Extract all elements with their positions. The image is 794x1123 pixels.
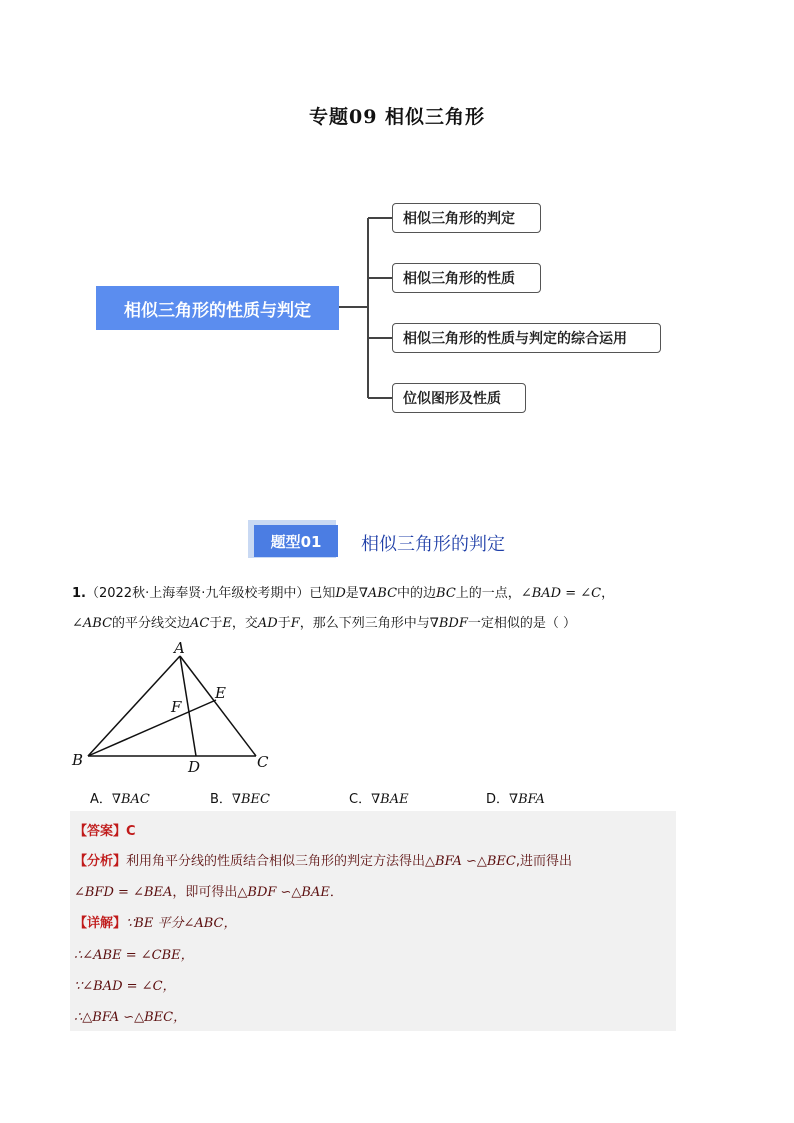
q-text: 一定相似的是（ ） bbox=[467, 616, 577, 631]
option-letter: A． bbox=[90, 792, 112, 807]
triangle-figure bbox=[60, 636, 290, 786]
label-b: B bbox=[72, 751, 84, 769]
q-math: ∠ABC bbox=[72, 616, 113, 631]
label-a: A bbox=[174, 639, 185, 657]
option-a[interactable] bbox=[90, 788, 150, 807]
detail-step: ∵BE 平分∠ABC， bbox=[126, 916, 237, 931]
q-text: ，交 bbox=[231, 616, 258, 631]
q-math: ∠BAD = ∠C bbox=[520, 586, 602, 601]
page-title: 专题09 相似三角形 bbox=[308, 106, 486, 128]
q-math: F bbox=[290, 616, 300, 631]
answer-line bbox=[74, 820, 136, 839]
q-math: E bbox=[222, 616, 232, 631]
mindmap-branch-combined: 相似三角形的性质与判定的综合运用 bbox=[392, 323, 661, 353]
label-f: F bbox=[171, 698, 182, 716]
option-text: ∇BAE bbox=[371, 792, 409, 807]
q-math: ∇ABC bbox=[358, 586, 398, 601]
mindmap-root: 相似三角形的性质与判定 bbox=[96, 286, 339, 330]
option-text: ∇BEC bbox=[231, 792, 270, 807]
analysis-math: ∠BFD = ∠BEA bbox=[74, 885, 173, 900]
q-text: ，那么下列三角形中与 bbox=[299, 616, 430, 631]
q-text: 已知 bbox=[309, 586, 336, 601]
label-c: C bbox=[257, 753, 269, 771]
option-text: ∇BAC bbox=[111, 792, 150, 807]
q-text: 是 bbox=[345, 586, 359, 601]
mindmap-branch-homothety: 位似图形及性质 bbox=[392, 383, 526, 413]
option-d[interactable] bbox=[486, 788, 545, 807]
detail-line-1 bbox=[74, 912, 236, 931]
q-text: ， bbox=[601, 586, 615, 601]
segment-be bbox=[88, 700, 216, 756]
option-letter: C． bbox=[349, 792, 372, 807]
option-b[interactable] bbox=[210, 788, 270, 807]
q-text: 的平分线交边 bbox=[112, 616, 191, 631]
analysis-math: △BFA ∽△BEC bbox=[425, 854, 516, 869]
detail-line-3: ∵∠BAD = ∠C， bbox=[74, 979, 176, 994]
analysis-tag: 【分析】 bbox=[74, 854, 127, 869]
question-line-1 bbox=[72, 582, 614, 601]
option-letter: D． bbox=[486, 792, 510, 807]
q-math: AC bbox=[190, 616, 210, 631]
detail-line-4: ∴△BFA ∽△BEC， bbox=[74, 1010, 187, 1025]
detail-tag: 【详解】 bbox=[74, 916, 127, 931]
option-text: ∇BFA bbox=[509, 792, 545, 807]
question-number: 1. bbox=[72, 586, 86, 601]
answer-value: C bbox=[126, 824, 136, 839]
analysis-line-2 bbox=[74, 881, 343, 900]
answer-tag: 【答案】 bbox=[74, 824, 127, 839]
analysis-text: 利用角平分线的性质结合相似三角形的判定方法得出 bbox=[126, 854, 426, 869]
q-math: ∇BDF bbox=[429, 616, 468, 631]
q-text: 于 bbox=[277, 616, 291, 631]
analysis-text: ，即可得出 bbox=[172, 885, 238, 900]
analysis-text: ,进而得出 bbox=[515, 854, 573, 869]
segment-ad bbox=[180, 656, 196, 756]
q-text: 于 bbox=[209, 616, 223, 631]
option-c[interactable] bbox=[349, 788, 409, 807]
label-e: E bbox=[215, 684, 226, 702]
detail-line-2: ∴∠ABE = ∠CBE， bbox=[74, 948, 194, 963]
analysis-line-1 bbox=[74, 850, 572, 869]
q-math: BC bbox=[436, 586, 456, 601]
analysis-text: ． bbox=[329, 885, 343, 900]
question-source: （2022秋·上海奉贤·九年级校考期中） bbox=[85, 586, 310, 601]
q-text: 中的边 bbox=[397, 586, 437, 601]
analysis-math: △BDF ∽△BAE bbox=[237, 885, 330, 900]
mindmap-branch-determination: 相似三角形的判定 bbox=[392, 203, 541, 233]
badge-label: 题型01 bbox=[254, 525, 338, 557]
q-math: AD bbox=[257, 616, 278, 631]
mindmap-branch-properties: 相似三角形的性质 bbox=[392, 263, 541, 293]
segment-ab bbox=[88, 656, 180, 756]
question-line-2 bbox=[72, 612, 576, 631]
q-text: 上的一点， bbox=[455, 586, 521, 601]
section-badge bbox=[248, 520, 344, 560]
label-d: D bbox=[188, 758, 201, 776]
option-letter: B． bbox=[210, 792, 232, 807]
q-math: D bbox=[335, 586, 346, 601]
section-title: 相似三角形的判定 bbox=[361, 534, 505, 555]
segment-ac bbox=[180, 656, 256, 756]
